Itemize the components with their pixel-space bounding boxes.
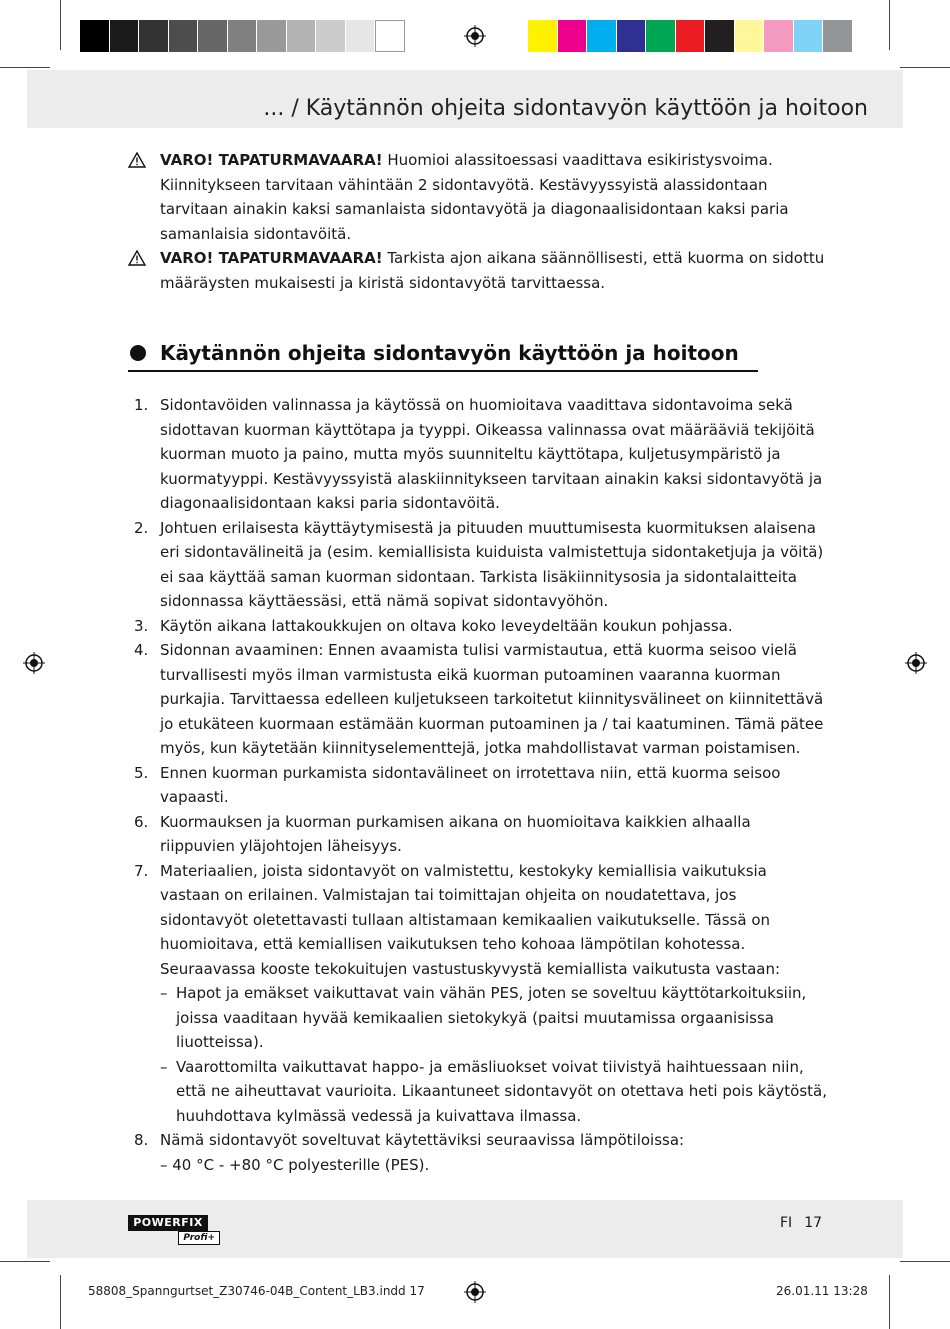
logo-subline: Profi+ <box>178 1231 220 1245</box>
bullet-icon <box>130 345 146 361</box>
item-number: 1. <box>134 396 149 414</box>
warning-triangle-icon <box>128 152 146 168</box>
item-number: 4. <box>134 641 149 659</box>
list-item <box>128 516 828 614</box>
warning-label: VARO! TAPATURMAVAARA! <box>160 151 383 169</box>
color-swatch <box>257 20 287 52</box>
color-swatch <box>346 20 376 52</box>
page-title: ... / Käytännön ohjeita sidontavyön käyttöön ja hoitoon <box>263 96 868 121</box>
color-swatch <box>316 20 346 52</box>
crop-mark <box>900 1261 950 1262</box>
section-underline <box>128 370 758 372</box>
item-text: Nämä sidontavyöt soveltuvat käytettäviksi seuraavissa lämpötiloissa: <box>160 1131 685 1149</box>
temperature-range: – 40 °C - +80 °C polyesterille (PES). <box>160 1155 430 1174</box>
list-item <box>128 810 828 859</box>
slug-date: 26.01.11 13:28 <box>776 1284 868 1298</box>
page-number <box>780 1215 822 1231</box>
color-swatch <box>287 20 317 52</box>
list-item <box>128 614 828 639</box>
crop-mark <box>0 1261 50 1262</box>
item-text: Materiaalien, joista sidontavyöt on valmistettu, kestokyky kemiallisia vaikutuksia vastaan on erilainen. Valmistajan tai toimittajan ohjeita on noudatettava, jos sidontavyöt oletettavasti tullaan altistamaan kemikaalien vaikutukselle. Tässä on huomioitava, että kemiallisen vaikutuksen teho kohoaa lämpötilan kohotessa. Seuraavassa kooste tekokuitujen vastustuskyvystä kemiallista vaikutusta vastaan: <box>160 861 781 978</box>
item-number: 5. <box>134 763 149 782</box>
list-item <box>128 1128 828 1177</box>
brand-logo <box>128 1215 220 1243</box>
item-text: Käytön aikana lattakoukkujen on oltava koko leveydeltään koukun pohjassa. <box>160 616 733 635</box>
color-swatch <box>169 20 199 52</box>
color-swatch <box>587 20 617 52</box>
color-swatch <box>80 20 110 52</box>
warning-block <box>128 148 828 246</box>
crop-mark <box>60 0 61 50</box>
item-number: 8. <box>134 1131 149 1149</box>
registration-mark-icon <box>464 1281 486 1303</box>
logo-wordmark: POWERFIX <box>128 1215 208 1231</box>
page-number-value: 17 <box>804 1215 823 1231</box>
registration-mark-icon <box>464 25 486 47</box>
registration-mark-icon <box>905 652 927 674</box>
item-number: 2. <box>134 518 149 537</box>
color-swatch <box>617 20 647 52</box>
color-swatch <box>794 20 824 52</box>
color-swatch <box>528 20 558 52</box>
crop-mark <box>900 67 950 68</box>
item-text: Kuormauksen ja kuorman purkamisen aikana on huomioitava kaikkien alhaalla riippuvien yläjohtojen läheisyys. <box>160 812 751 855</box>
color-swatch <box>139 20 169 52</box>
language-code: FI <box>780 1215 793 1231</box>
crop-mark <box>0 67 50 68</box>
color-swatch <box>558 20 588 52</box>
sub-item-text: Hapot ja emäkset vaikuttavat vain vähän PES, joten se soveltuu käyttötarkoituksiin, joissa vaaditaan hyvää kemikaalien sietokykyä (paitsi muutamissa orgaanisissa liuotteissa). <box>176 984 807 1051</box>
warning-text: Huomioi alassitoessasi vaadittava esikiristysvoima. Kiinnitykseen tarvitaan vähintään 2 sidontavyötä. Kestävyyssyistä alassidontaan tarvitaan ainakin kaksi samanlaista sidontavyötä ja diagonaalisidontaan kaksi paria samanlaisia sidontavöitä. <box>160 151 789 243</box>
color-swatch <box>823 20 853 52</box>
grayscale-control-strip <box>80 20 405 52</box>
item-text: Johtuen erilaisesta käyttäytymisestä ja pituuden muuttumisesta kuormituksen alaisena eri sidontavälineitä ja (esim. kemiallisista kuiduista valmistettuja sidontaketjuja ja vöitä) ei saa käyttää saman kuorman sidontaan. Tarkista lisäkiinnitysosia ja sidontalaitteita sidonnassa käyttäessäsi, että nämä sopivat sidontavyöhön. <box>160 518 824 610</box>
color-swatch <box>646 20 676 52</box>
list-item <box>128 393 828 516</box>
slug-filename: 58808_Spanngurtset_Z30746-04B_Content_LB3.indd 17 <box>88 1284 425 1298</box>
warning-label: VARO! TAPATURMAVAARA! <box>160 249 383 267</box>
crop-mark <box>60 1275 61 1329</box>
warning-triangle-icon <box>128 250 146 266</box>
sub-list-item <box>128 1055 828 1129</box>
list-item <box>128 761 828 810</box>
dash-marker: – <box>160 1057 168 1076</box>
warning-block <box>128 246 828 295</box>
item-text: Sidontavöiden valinnassa ja käytössä on huomioitava vaadittava sidontavoima sekä sidottavan kuorman käyttötapa ja tyyppi. Oikeassa valinnassa ovat määrääviä tekijöitä kuorman muoto ja paino, mutta myös suunniteltu käyttötapa, kuljetusympäristö ja kuormatyyppi. Kestävyyssyistä alaskiinnitykseen tarvitaan ainakin kaksi sidontavyötä ja diagonaalisidontaan kaksi paria sidontavöitä. <box>160 396 823 512</box>
item-text: Sidonnan avaaminen: Ennen avaamista tulisi varmistautua, että kuorma seisoo vielä turvallisesti myös ilman varmistusta eikä kuorman putoaminen vaaranna kuorman purkajia. Tarvittaessa edelleen kuljetukseen tarkoitetut kiinnitysvälineet on kiinnitettävä jo etukäteen kuormaan estämään kuorman putoaminen ja / tai kaatuminen. Tämä pätee myös, kun käytetään kiinnityselementtejä, jotka mahdollistavat varman poistamisen. <box>160 641 824 757</box>
sub-item-text: Vaarottomilta vaikuttavat happo- ja emäsliuokset voivat tiivistyä haihtuessaan niin, että ne aiheuttavat vaurioita. Likaantuneet sidontavyöt on otettava heti pois käytöstä, huuhdottava kylmässä vedessä ja kuivattava ilmassa. <box>176 1057 828 1125</box>
list-item <box>128 638 828 761</box>
instruction-list <box>128 393 828 1177</box>
registration-mark-icon <box>23 652 45 674</box>
crop-mark <box>889 1275 890 1329</box>
color-swatch <box>705 20 735 52</box>
color-swatch <box>198 20 228 52</box>
color-swatch <box>676 20 706 52</box>
list-item <box>128 859 828 982</box>
crop-mark <box>889 0 890 50</box>
color-swatch <box>228 20 258 52</box>
warning-text: Tarkista ajon aikana säännöllisesti, että kuorma on sidottu määräysten mukaisesti ja kiristä sidontavyötä tarvittaessa. <box>160 249 825 292</box>
item-number: 3. <box>134 616 149 635</box>
section-heading: Käytännön ohjeita sidontavyön käyttöön ja hoitoon <box>160 341 739 365</box>
sub-list-item <box>128 981 828 1055</box>
color-swatch <box>764 20 794 52</box>
color-swatch <box>110 20 140 52</box>
item-text: Ennen kuorman purkamista sidontavälineet on irrotettava niin, että kuorma seisoo vapaasti. <box>160 763 781 806</box>
item-number: 6. <box>134 812 149 831</box>
color-swatch <box>735 20 765 52</box>
color-control-strip <box>528 20 853 52</box>
item-number: 7. <box>134 861 149 880</box>
dash-marker: – <box>160 984 168 1002</box>
color-swatch <box>375 20 405 52</box>
